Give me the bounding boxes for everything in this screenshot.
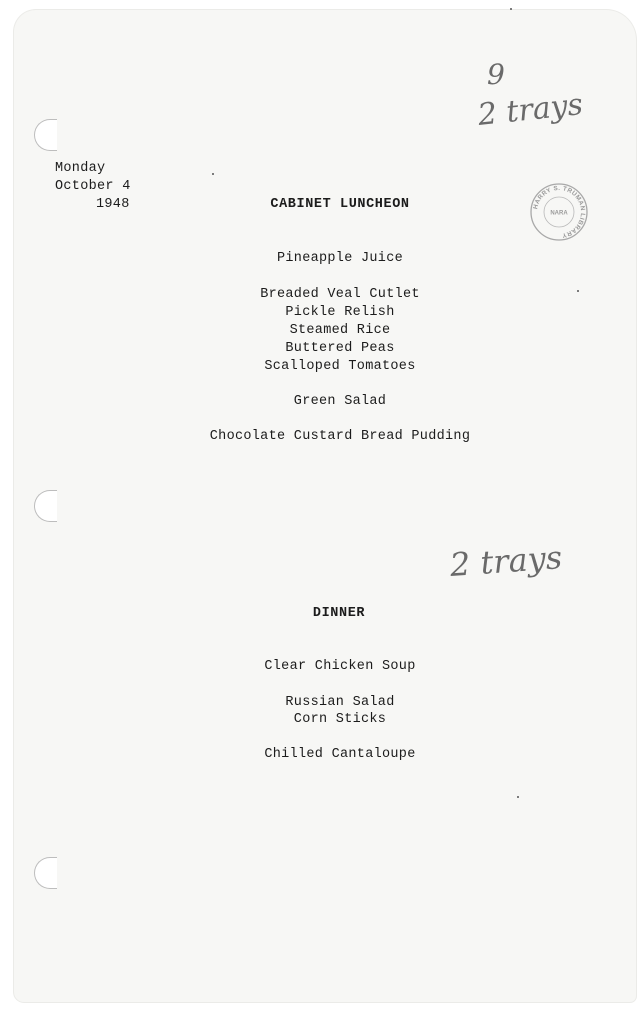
luncheon-item: Breaded Veal Cutlet [260,287,420,302]
luncheon-item: Chocolate Custard Bread Pudding [209,429,471,444]
library-stamp [529,182,589,242]
luncheon-item: Buttered Peas [285,341,395,356]
handwritten-note-dinner: 2 trays [448,538,564,584]
paper-speck [212,173,214,175]
date-year: 1948 [96,197,130,212]
paper-speck [577,290,579,292]
luncheon-item: Pineapple Juice [276,251,404,266]
handwritten-note-top: 2 trays [476,87,585,133]
dinner-heading: DINNER [312,606,366,621]
dinner-item: Corn Sticks [293,712,387,727]
luncheon-item: Pickle Relish [285,305,395,320]
paper-speck [510,8,512,10]
luncheon-heading: CABINET LUNCHEON [270,197,410,212]
dinner-item: Chilled Cantaloupe [264,747,416,762]
luncheon-item: Scalloped Tomatoes [264,359,416,374]
luncheon-item: Steamed Rice [289,323,391,338]
stamp-ring-text: HARRY S. TRUMAN LIBRARY [532,184,587,239]
paper-sheet [14,10,636,1002]
date-month-day: October 4 [55,179,131,194]
date-day: Monday [55,161,106,176]
paper-speck [517,796,519,798]
handwritten-page-number: 9 [487,58,505,91]
stamp-center-text: NARA [550,210,568,217]
dinner-item: Clear Chicken Soup [264,659,416,674]
luncheon-item: Green Salad [293,394,387,409]
dinner-item: Russian Salad [285,695,395,710]
